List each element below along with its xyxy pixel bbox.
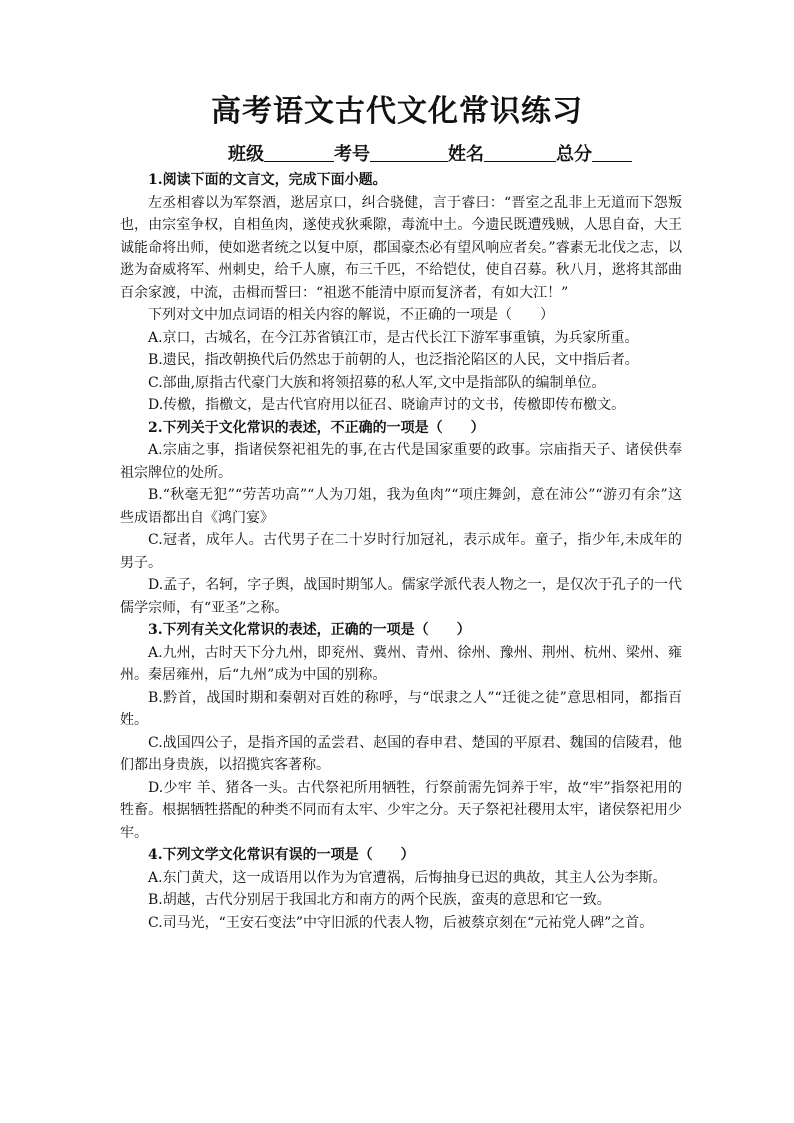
question-1-option-a: A.京口，古城名，在今江苏省镇江市，是古代长江下游军事重镇，为兵家所重。 (148, 329, 639, 346)
question-3-option-d: D.少牢 羊、猪各一头。古代祭祀所用牺牲，行祭前需先饲养于牢，故“牢”指祭祀用的牲畜。根据牺牲搭配的种类不同而有太牢、少牢之分。天子祭祀社稷用太牢，诸侯祭祀用少牢。 (120, 779, 682, 841)
question-2-option-c: C.冠者，成年人。古代男子在二十岁时行加冠礼，表示成年。童子，指少年,未成年的男子。 (120, 532, 682, 571)
question-3-option-c: C.战国四公子，是指齐国的孟尝君、赵国的春申君、楚国的平原君、魏国的信陵君，他们都出身贵族，以招揽宾客著称。 (120, 734, 682, 773)
class-label: 班级 (228, 144, 264, 165)
question-3-prompt: 3.下列有关文化常识的表述，正确的一项是（ ） (148, 622, 471, 638)
question-1-passage: 左丞相睿以为军祭酒，逖居京口，纠合骁健，言于睿曰：“晋室之乱非上无道而下怨叛也，由宗室争权，自相鱼肉，遂使戎狄乘隙，毒流中土。今遗民既遭残贼，人思自奋，大王诚能命将出师，使如逖者统之以复中原，郡国豪杰必有望风响应者矣。”睿素无北伐之志，以逖为奋威将军、州刺史，给千人廪，布三千匹，不给铠仗，使自召募。秋八月，逖将其部曲百余家渡，中流，击楫而誓曰：“祖逖不能清中原而复济者，有如大江！” (120, 194, 682, 301)
exercise-body (120, 169, 682, 934)
question-1-stem: 下列对文中加点词语的相关内容的解说，不正确的一项是（ ） (148, 307, 554, 323)
question-4-option-b: B.胡越，古代分别居于我国北方和南方的两个民族，蛮夷的意思和它一致。 (148, 892, 611, 908)
question-1-option-d: D.传檄，指檄文，是古代官府用以征召、晓谕声讨的文书，传檄即传布檄文。 (148, 397, 626, 413)
name-label: 姓名 (448, 144, 484, 165)
score-blank[interactable] (592, 143, 632, 162)
question-4-prompt: 4.下列文学文化常识有误的一项是（ ） (148, 847, 415, 863)
question-3-option-b: B.黔首，战国时期和秦朝对百姓的称呼，与“氓隶之人”“迁徙之徒”意思相同，都指百姓。 (120, 689, 682, 728)
question-2-option-b: B.“秋毫无犯”“劳苦功高”“人为刀俎，我为鱼肉”“项庄舞剑，意在沛公”“游刃有余”这些成语都出自《鸿门宴》 (120, 487, 682, 526)
question-4-option-a: A.东门黄犬，这一成语用以作为为官遭祸，后悔抽身已迟的典故，其主人公为李斯。 (148, 869, 667, 886)
question-2-prompt: 2.下列关于文化常识的表述，不正确的一项是（ ） (148, 419, 485, 436)
question-2-option-a: A.宗庙之事，指诸侯祭祀祖先的事,在古代是国家重要的政事。宗庙指天子、诸侯供奉祖宗牌位的处所。 (120, 442, 682, 481)
exam-no-blank[interactable] (370, 143, 448, 162)
question-1-option-b: B.遗民，指改朝换代后仍然忠于前朝的人，也泛指沦陷区的人民，文中指后者。 (148, 352, 639, 368)
score-label: 总分 (556, 144, 592, 165)
question-4-option-c: C.司马光，“王安石变法”中守旧派的代表人物，后被蔡京刻在“元祐党人碑”之首。 (148, 914, 654, 931)
class-blank[interactable] (264, 143, 334, 162)
page-title: 高考语文古代文化常识练习 (211, 94, 583, 129)
question-1-prompt: 1.阅读下面的文言文，完成下面小题。 (148, 172, 387, 188)
question-1-option-c: C.部曲,原指古代豪门大族和将领招募的私人军,文中是指部队的编制单位。 (148, 374, 606, 391)
question-3-option-a: A.九州，古时天下分九州，即兖州、冀州、青州、徐州、豫州、荆州、杭州、梁州、雍州。秦居雍州，后“九州”成为中国的别称。 (120, 644, 682, 683)
student-info-line (228, 142, 698, 168)
exam-no-label: 考号 (334, 144, 370, 165)
question-2-option-d: D.孟子，名轲，字子舆，战国时期邹人。儒家学派代表人物之一，是仅次于孔子的一代儒学宗师，有“亚圣”之称。 (120, 577, 682, 616)
name-blank[interactable] (484, 143, 556, 162)
